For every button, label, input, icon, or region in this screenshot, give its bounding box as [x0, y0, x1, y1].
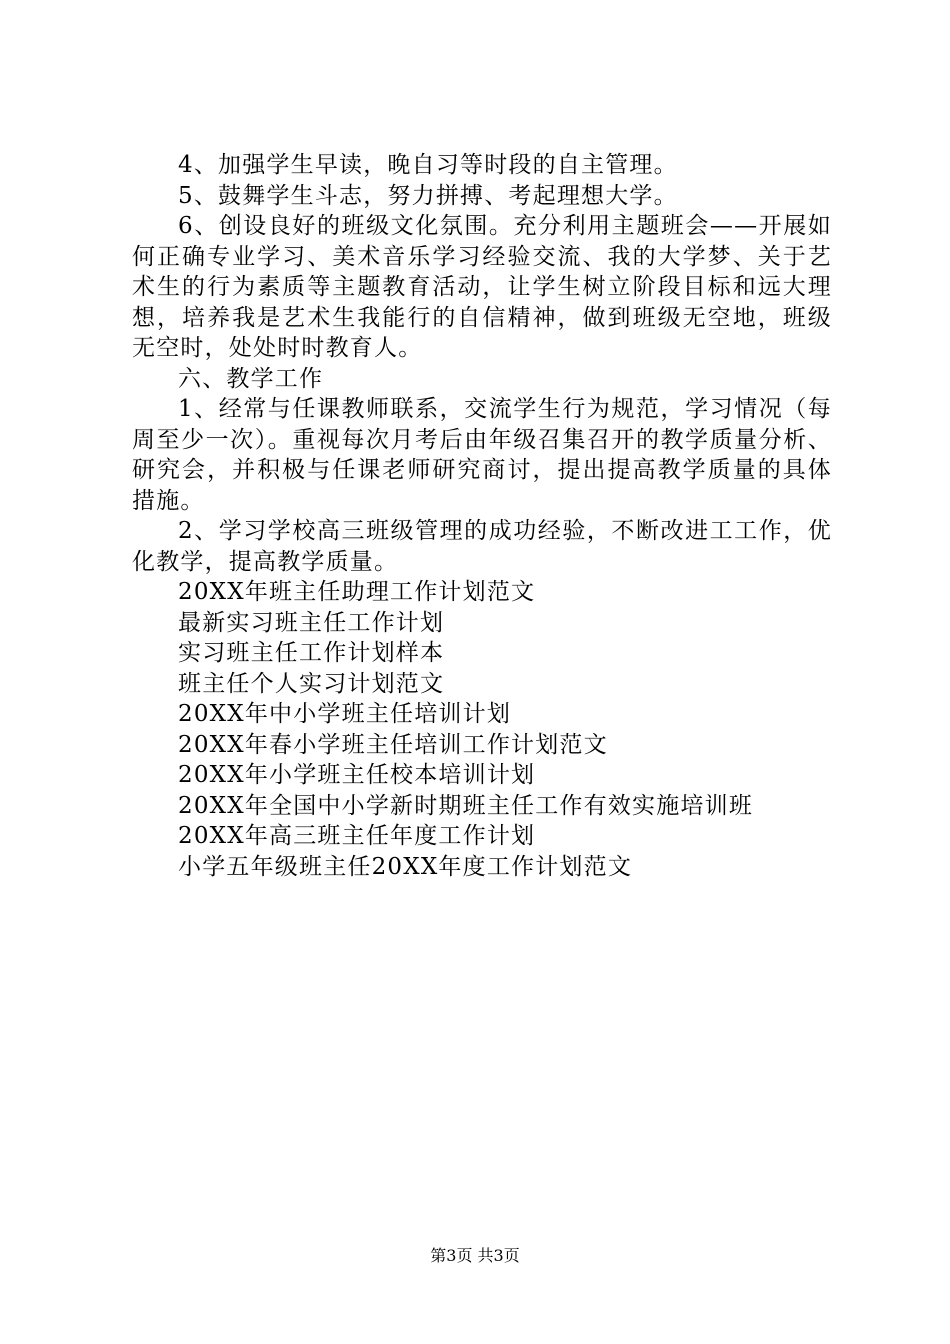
paragraph-item-6: 6、创设良好的班级文化氛围。充分利用主题班会——开展如何正确专业学习、美术音乐学习经验交流、我的大学梦、关于艺术生的行为素质等主题教育活动，让学生树立阶段目标和远大理想，培养我是艺术生我能行的自信精神，做到班级无空地，班级无空时，处处时时教育人。	[132, 213, 832, 361]
paragraph-item-4: 4、加强学生早读，晚自习等时段的自主管理。	[178, 152, 678, 178]
related-link[interactable]: 20XX年小学班主任校本培训计划	[178, 762, 536, 788]
related-link[interactable]: 班主任个人实习计划范文	[178, 670, 445, 697]
related-link[interactable]: 小学五年级班主任20XX年度工作计划范文	[178, 853, 633, 880]
related-link[interactable]: 20XX年班主任助理工作计划范文	[178, 579, 536, 605]
paragraph-item-5: 5、鼓舞学生斗志，努力拼搏、考起理想大学。	[178, 182, 678, 209]
section-heading: 六、教学工作	[178, 365, 324, 392]
section-paragraph-1: 1、经常与任课教师联系，交流学生行为规范，学习情况（每周至少一次）。重视每次月考后由年级召集召开的教学质量分析、研究会，并积极与任课老师研究商讨，提出提高教学质量的具体措施。	[132, 396, 832, 514]
section-paragraph-2: 2、学习学校高三班级管理的成功经验，不断改进工工作，优化教学，提高教学质量。	[132, 518, 832, 575]
document-body	[132, 150, 832, 882]
related-link[interactable]: 20XX年高三班主任年度工作计划	[178, 823, 536, 849]
related-links-list	[132, 577, 832, 882]
page-footer: 第3页 共3页	[430, 1246, 520, 1265]
related-link[interactable]: 最新实习班主任工作计划	[178, 609, 445, 636]
related-link[interactable]: 实习班主任工作计划样本	[178, 640, 445, 666]
related-link[interactable]: 20XX年春小学班主任培训工作计划范文	[178, 731, 608, 758]
related-link[interactable]: 20XX年中小学班主任培训计划	[178, 701, 512, 727]
related-link[interactable]: 20XX年全国中小学新时期班主任工作有效实施培训班	[178, 792, 754, 819]
